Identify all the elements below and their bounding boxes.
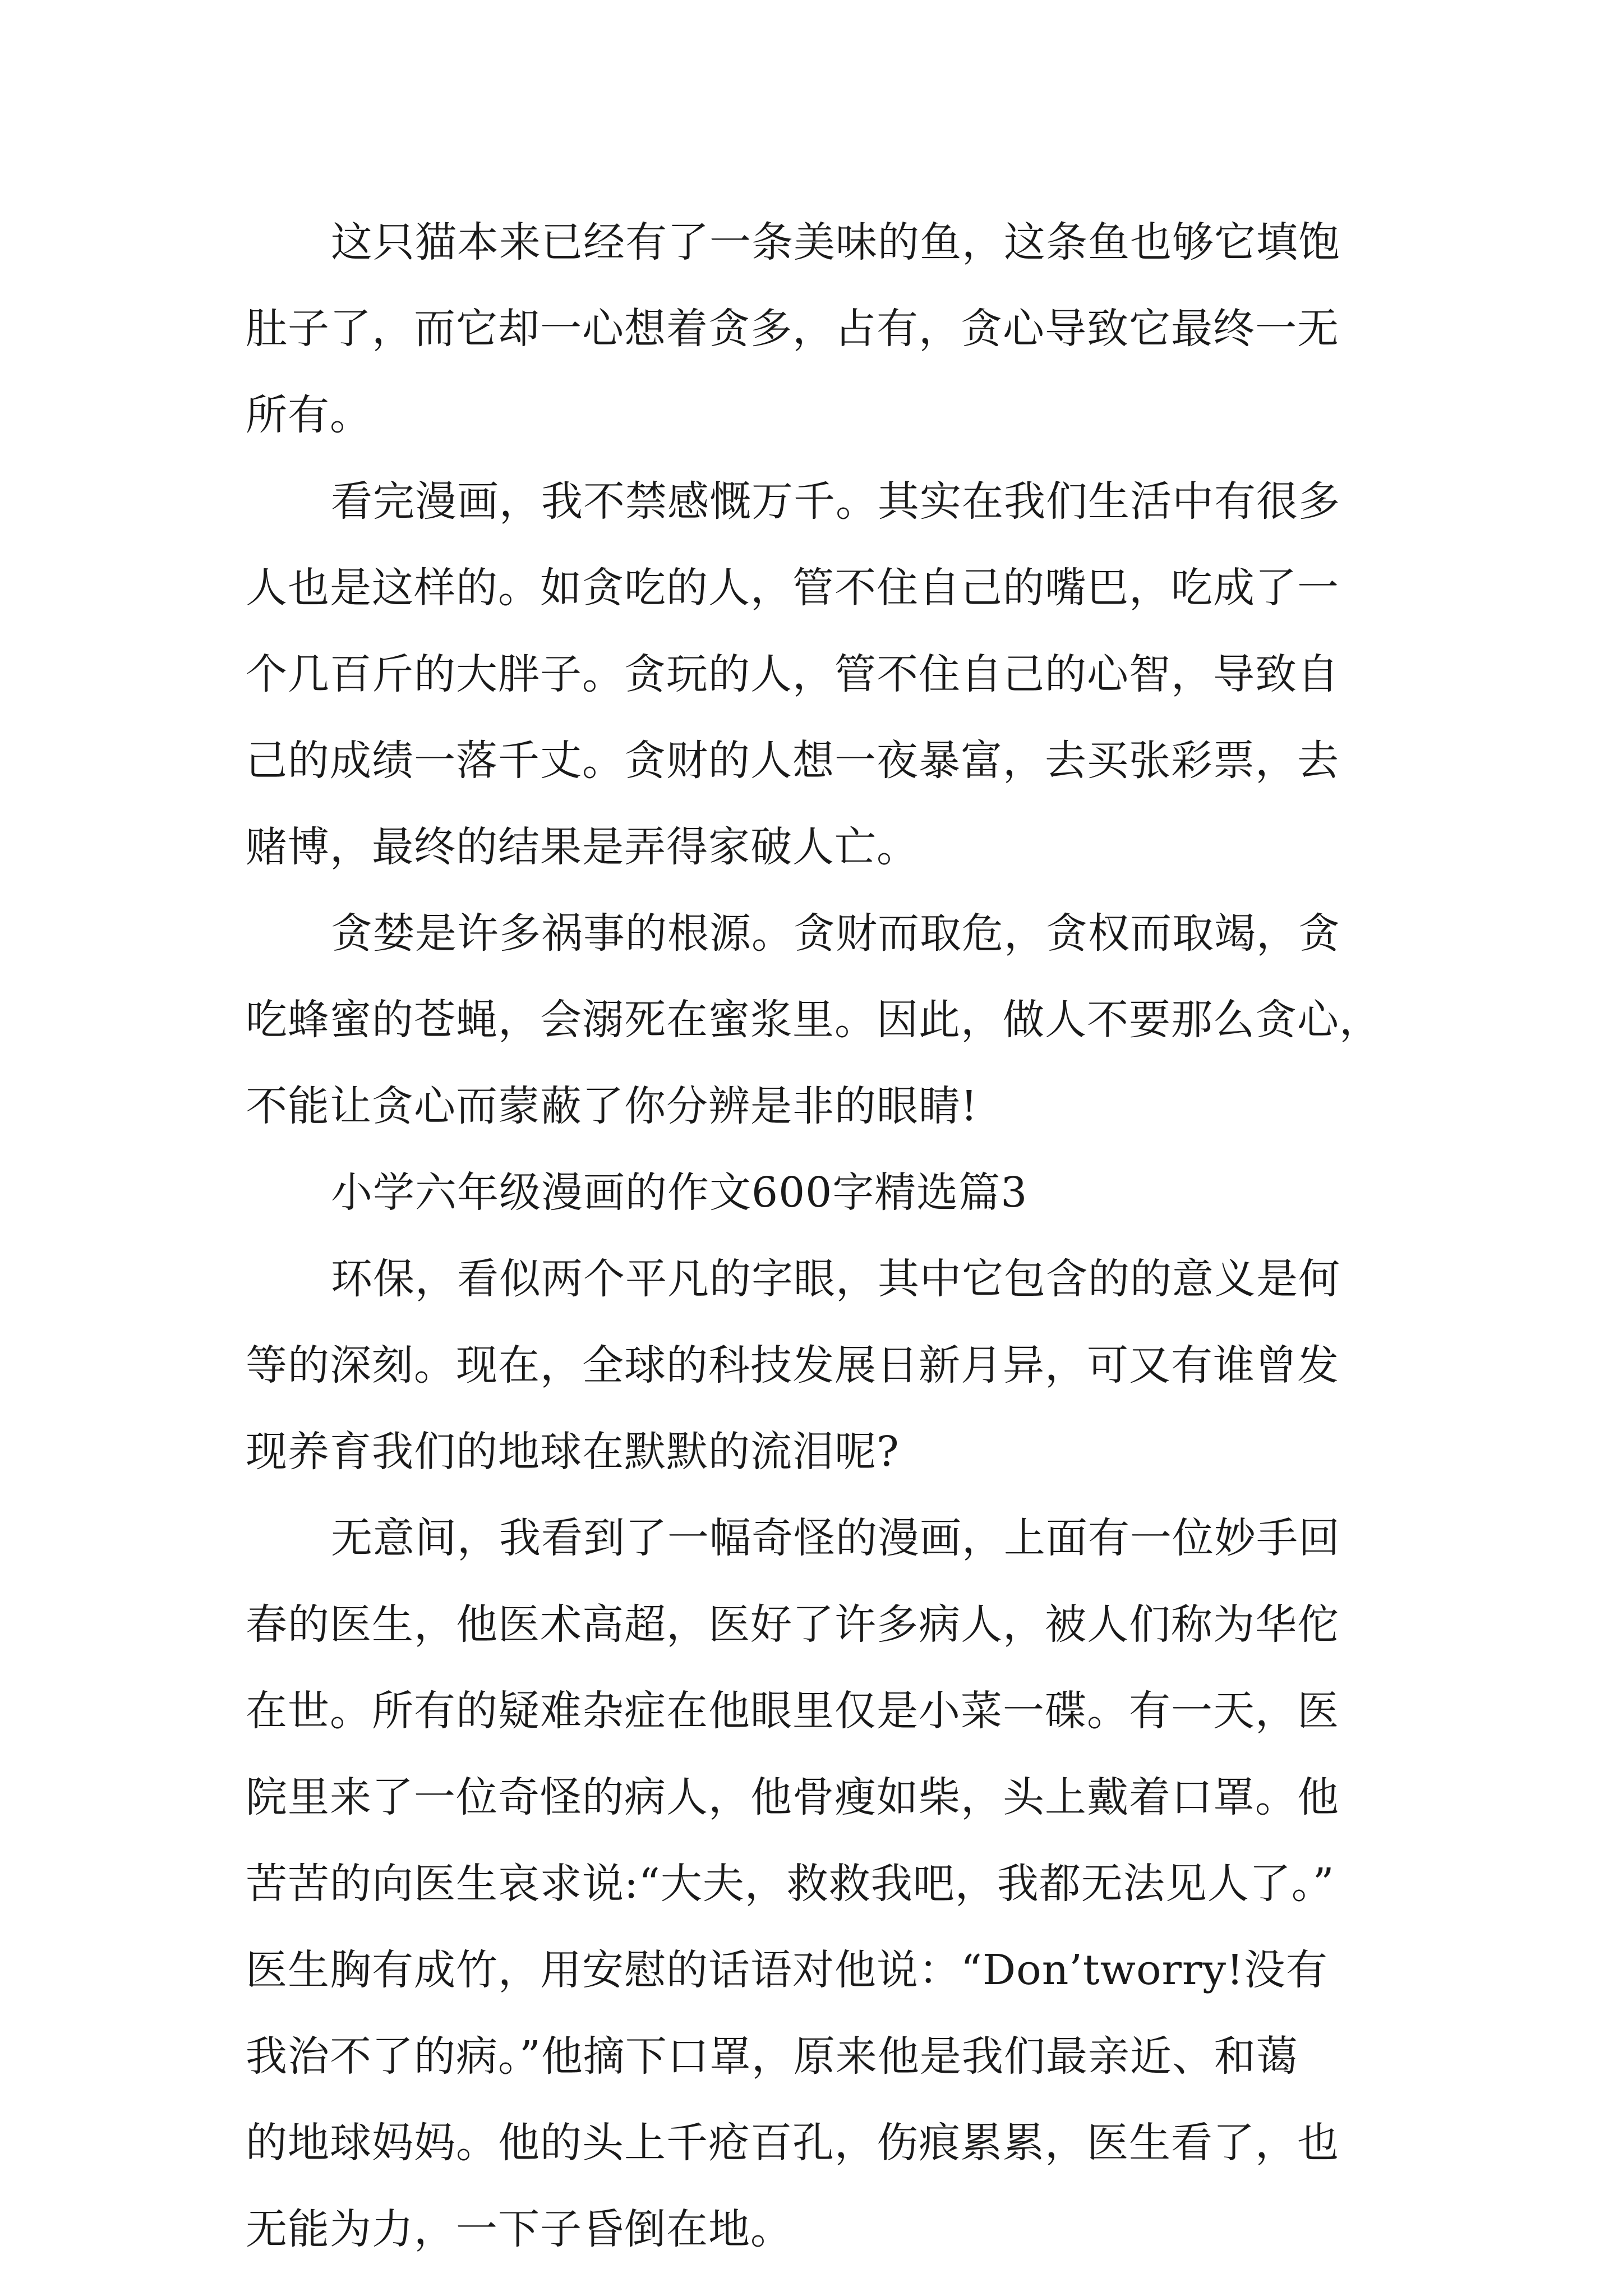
paragraph-line: 己的成绩一落千丈。贪财的人想一夜暴富，去买张彩票，去 (246, 737, 1339, 785)
paragraph-line: 无意间，我看到了一幅奇怪的漫画，上面有一位妙手回 (331, 1514, 1340, 1562)
paragraph-line: 院里来了一位奇怪的病人，他骨瘦如柴，头上戴着口罩。他 (246, 1773, 1339, 1821)
paragraph-line: 等的深刻。现在，全球的科技发展日新月异，可又有谁曾发 (246, 1341, 1339, 1389)
paragraph-line: 吃蜂蜜的苍蝇，会溺死在蜜浆里。因此，做人不要那么贪心， (246, 996, 1381, 1044)
paragraph-line: 医生胸有成竹，用安慰的话语对他说：“Don’tworry!没有 (246, 1946, 1328, 1994)
paragraph-line: 人也是这样的。如贪吃的人，管不住自己的嘴巴，吃成了一 (246, 564, 1339, 612)
section-heading: 小学六年级漫画的作文600字精选篇3 (331, 1168, 1028, 1217)
paragraph-line: 贪婪是许多祸事的根源。贪财而取危，贪权而取竭，贪 (331, 909, 1340, 958)
paragraph-line: 春的医生，他医术高超，医好了许多病人，被人们称为华佗 (246, 1600, 1339, 1649)
paragraph-line: 无能为力，一下子昏倒在地。 (246, 2205, 792, 2253)
paragraph-line: 的地球妈妈。他的头上千疮百孔，伤痕累累，医生看了，也 (246, 2119, 1339, 2167)
paragraph-line: 现养育我们的地球在默默的流泪呢? (246, 1428, 900, 1476)
paragraph-line: 我治不了的病。”他摘下口罩，原来他是我们最亲近、和蔼 (246, 2032, 1298, 2081)
paragraph-line: 所有。 (246, 391, 372, 439)
document-body (246, 199, 1384, 2272)
paragraph-line: 在世。所有的疑难杂症在他眼里仅是小菜一碟。有一天，医 (246, 1687, 1339, 1735)
paragraph-line: 肚子了，而它却一心想着贪多，占有，贪心导致它最终一无 (246, 305, 1339, 353)
paragraph-line: 苦苦的向医生哀求说:“大夫，救救我吧，我都无法见人了。” (246, 1860, 1335, 1908)
paragraph-line: 赌博，最终的结果是弄得家破人亡。 (246, 823, 919, 871)
paragraph-line: 不能让贪心而蒙蔽了你分辨是非的眼睛! (246, 1082, 978, 1130)
paragraph-line: 这只猫本来已经有了一条美味的鱼，这条鱼也够它填饱 (331, 218, 1340, 266)
paragraph-line: 看完漫画，我不禁感慨万千。其实在我们生活中有很多 (331, 477, 1340, 526)
paragraph-line: 环保，看似两个平凡的字眼，其中它包含的的意义是何 (331, 1255, 1340, 1303)
paragraph-line: 个几百斤的大胖子。贪玩的人，管不住自己的心智，导致自 (246, 650, 1339, 698)
